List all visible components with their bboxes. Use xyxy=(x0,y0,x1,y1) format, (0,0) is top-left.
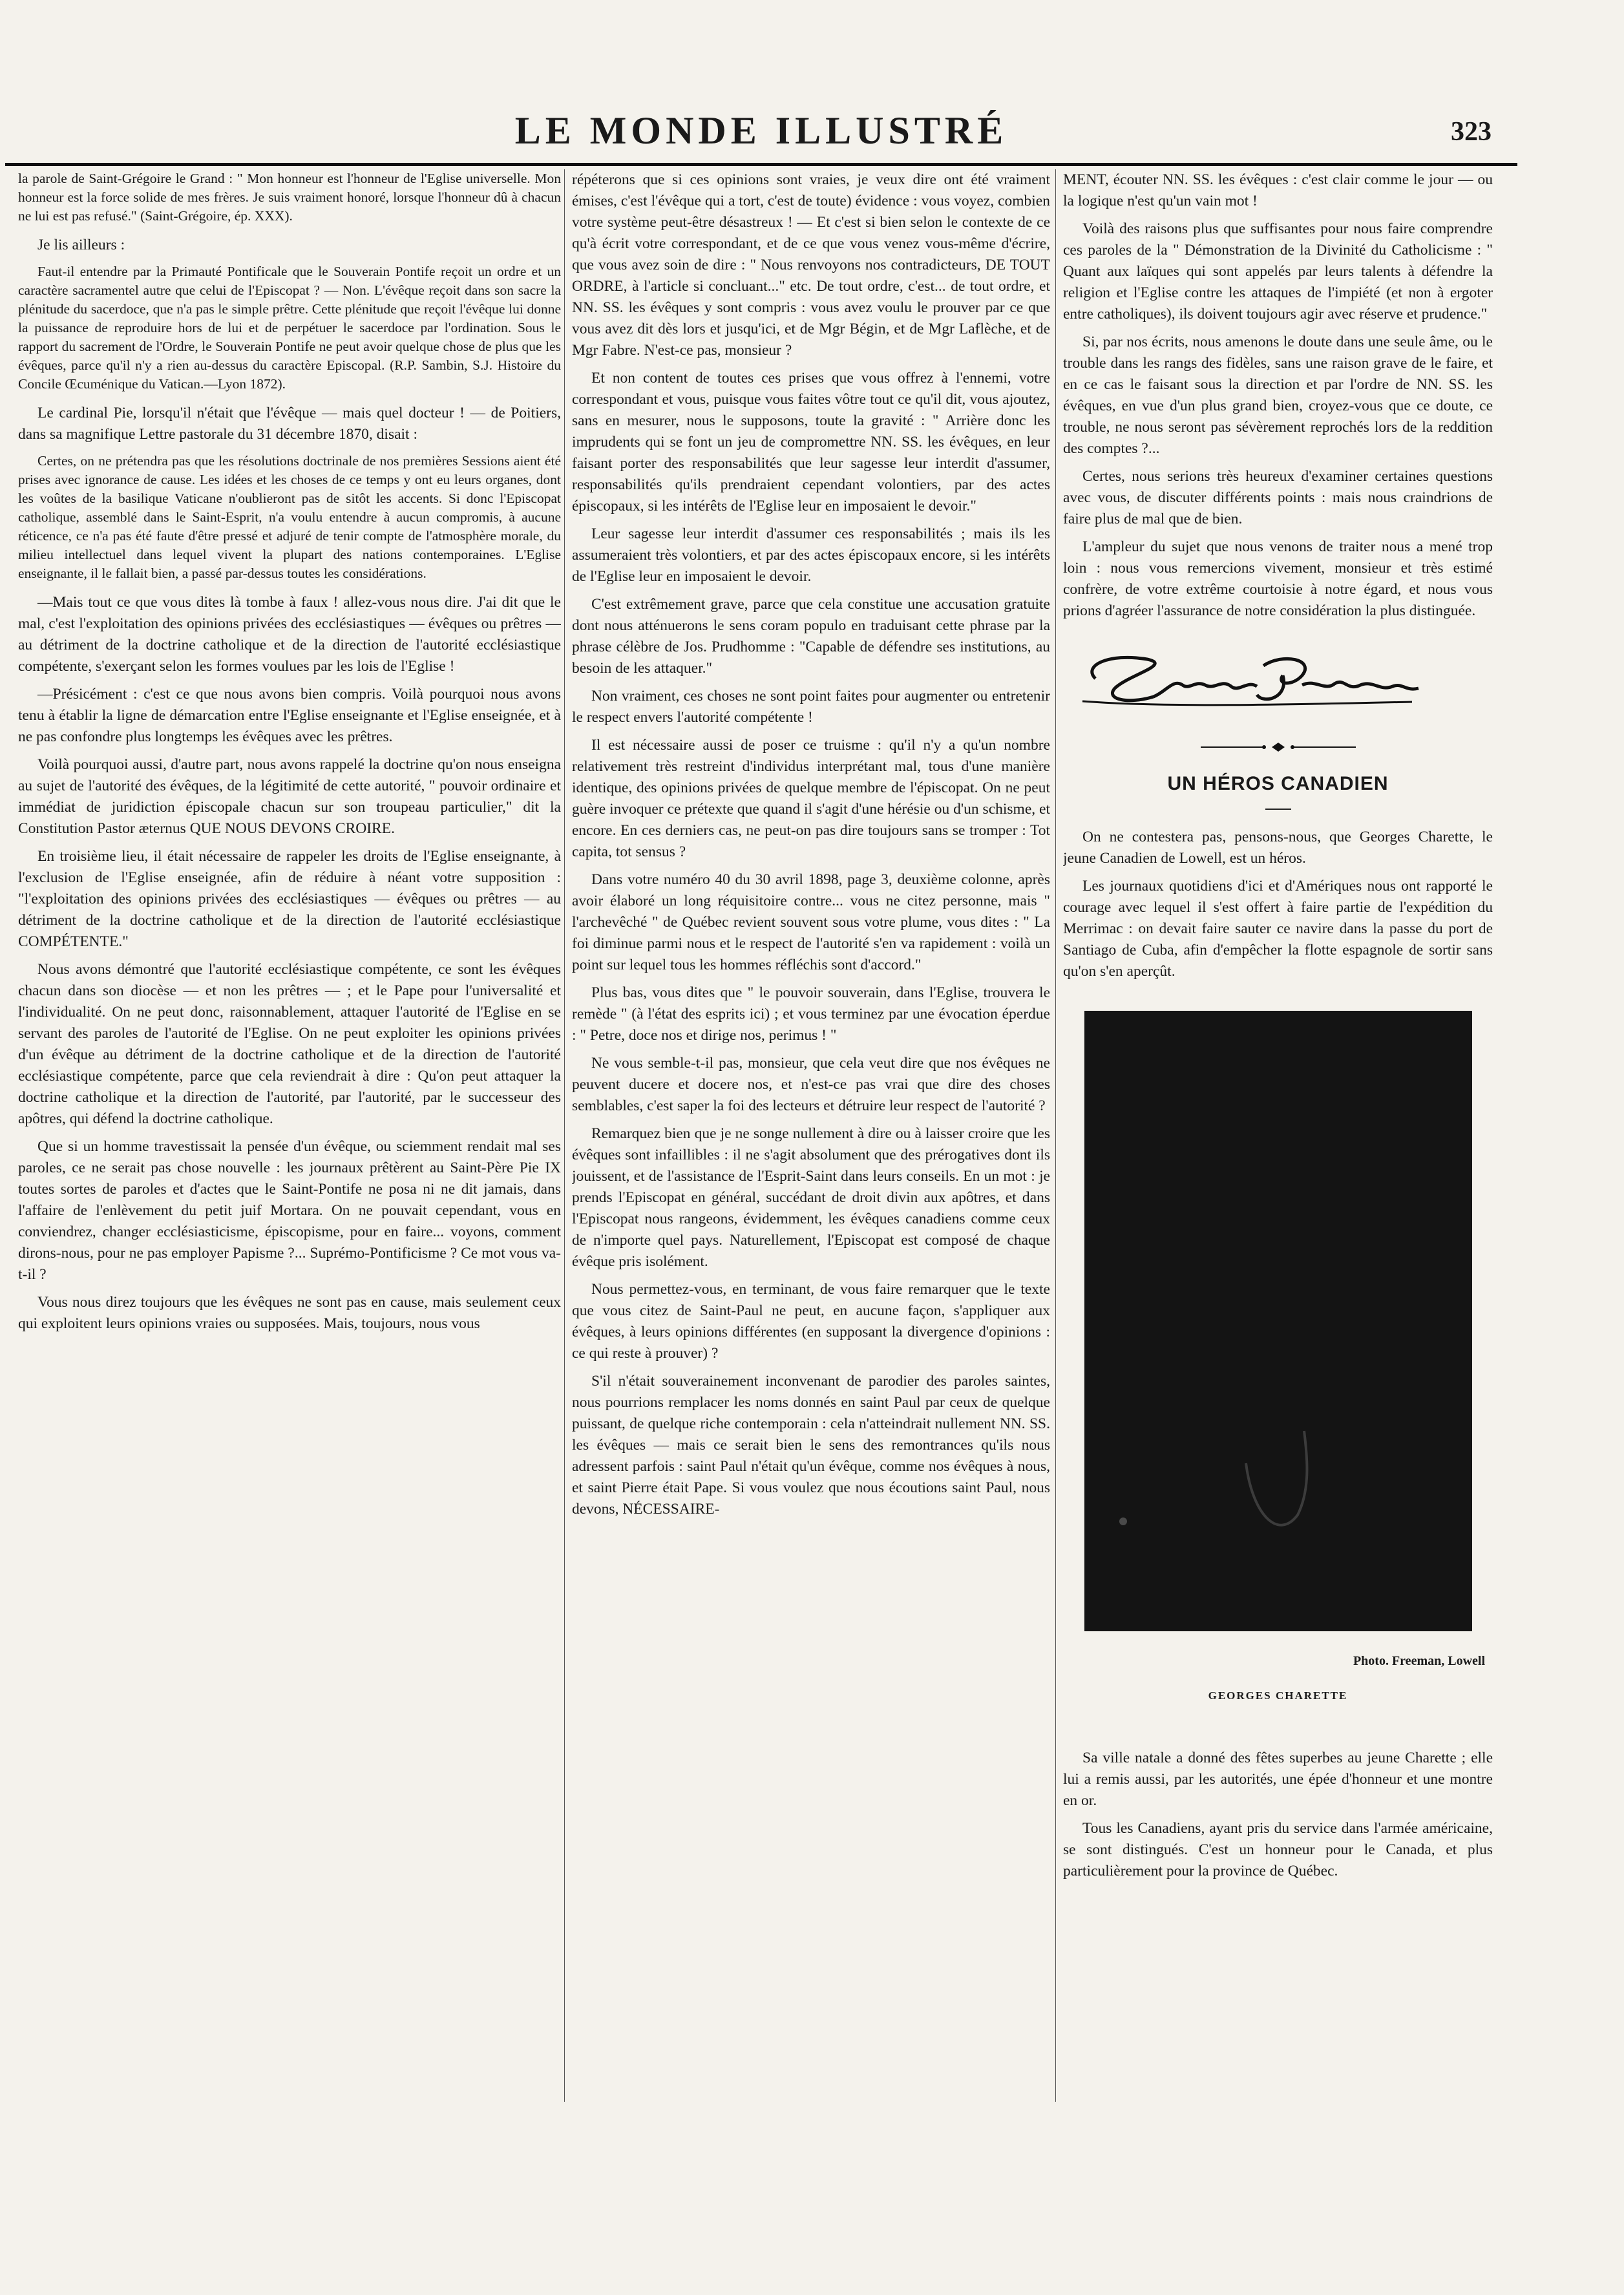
section-ornament xyxy=(1194,741,1362,754)
paragraph: Plus bas, vous dites que " le pouvoir souverain, dans l'Eglise, trouvera le remède " (à l'état des esprits ici) ; et vous terminez par une évocation éperdue : " Petre, doce nos et dirige nos, perimus ! " xyxy=(572,984,1050,1044)
paragraph: Je lis ailleurs : xyxy=(37,237,125,253)
paragraph: Nous permettez-vous, en terminant, de vous faire remarquer que le texte que vous citez de Saint-Paul ne peut, en aucune façon, s'appliquer aux évêques, à leurs opinions différentes (en supposant la divergence d'opinions : ce qui reste à prouver) ? xyxy=(572,1281,1050,1362)
paragraph: S'il n'était souverainement inconvenant de parodier des paroles saintes, nous pourrions remplacer les noms donnés en saint Paul par ceux de quelque puissant, de quelque riche contemporain : cela n'atteindrait nullement NN. SS. les évêques — mais ce serait bien le sens des remontrances qu'ils nous adressent parfois : saint Paul n'était qu'un évêque, comme nos évêques à nous, et saint Pierre était Pape. Si vous voulez que nous écoutions saint Paul, nous devons, NÉCESSAIRE- xyxy=(572,1373,1050,1518)
newspaper-title: LE MONDE ILLUSTRÉ xyxy=(514,109,1008,152)
paragraph: Et non content de toutes ces prises que vous offrez à l'ennemi, votre correspondant et vous, puisque vous faites vôtre tout ce qu'il dit, vous ajoutez, sans en mesurer, nous le supposons, toute la gravité : " Arrière donc les imprudents qui se font un jeu de compromettre NN. SS. les évêques, en leur faisant porter des responsabilités que leur sagesse leur interdit d'assumer, responsabilités qu'ils prendraient cependant volontiers, par des actes épiscopaux, si les intérêts de l'Eglise leur en imposaient le devoir." xyxy=(572,370,1050,514)
paragraph: Il est nécessaire aussi de poser ce truisme : qu'il n'y a qu'un nombre relativement très restreint d'individus interprétant mal, tous d'une manière identique, des opinions privées de quelque membre de l'épiscopat. On ne peut guère invoquer ce prétexte que quand il s'agit d'une hérésie ou d'un schisme, et encore. En ces derniers cas, ne peut-on pas dire toujours sans se tromper : Tot capita, tot sensus ? xyxy=(572,737,1050,860)
photo-credit: Photo. Freeman, Lowell xyxy=(1353,1654,1485,1668)
signature-image xyxy=(1070,640,1431,717)
paragraph: MENT, écouter NN. SS. les évêques : c'est clair comme le jour — ou la logique n'est qu'un vain mot ! xyxy=(1063,171,1493,209)
article-heading: UN HÉROS CANADIEN xyxy=(1167,773,1389,794)
paragraph: Voilà pourquoi aussi, d'autre part, nous avons rappelé la doctrine qu'on nous enseigna au sujet de l'autorité des évêques, de la légitimité de cette autorité, " pouvoir ordinaire et immédiat de juridiction épiscopale chacun sur son troupeau particulier," dit la Constitution Pastor æternus QUE NOUS DEVONS CROIRE. xyxy=(18,756,561,837)
paragraph: Non vraiment, ces choses ne sont point faites pour augmenter ou entretenir le respect envers l'autorité compétente ! xyxy=(572,688,1050,726)
paragraph: répéterons que si ces opinions sont vraies, je veux dire ont été vraiment émises, c'est l'évêque qui a tort, c'est de toute) évidence : vous voyez, combien votre système peut-être désastreux ! — Et c'est si bien selon le contexte de ce qu'à écrit votre correspondant, et de ce que vous venez vous-même d'écrire, que vous avez soin de dire : " Nous renvoyons nos contradicteurs, DE TOUT ORDRE, à l'article si concluant..." etc. De tout ordre, c'est... de tout ordre, et NN. SS. les évêques y sont compris : vous avez voulu le prouver par ce que vous avez dit dès lors et jusqu'ici, et de Mgr Bégin, et de Mgr Laflèche, et de Mgr Fabre. N'est-ce pas, monsieur ? xyxy=(572,171,1050,359)
quote-paragraph: Faut-il entendre par la Primauté Pontificale que le Souverain Pontife reçoit un ordre et un caractère sacramentel autre que celui de l'Episcopat ? — Non. L'évêque reçoit dans son sacre la plénitude du sacerdoce, que n'a pas le simple prêtre. Cette plénitude que reçoit l'évêque lui donne la puissance de reproduire hors de lui et de perpétuer le sacerdoce par l'ordination. Sous le rapport du sacrement de l'Ordre, le Souverain Pontife ne peut avoir quelque chose de plus que les évêques, parce qu'il n'y a rien au-dessus du caractère Episcopal. (R.P. Sambin, S.J. Histoire du Concile Œcuménique du Vatican.—Lyon 1872). xyxy=(18,264,561,392)
header-rule xyxy=(5,163,1517,166)
paragraph: Certes, nous serions très heureux d'examiner certaines questions avec vous, de discuter différents points : mais nous craindrions de faire plus de mal que de bien. xyxy=(1063,468,1493,527)
column-2 xyxy=(572,169,1050,2108)
column-divider xyxy=(564,169,565,2102)
column-divider xyxy=(1055,169,1056,2102)
paragraph: Le cardinal Pie, lorsqu'il n'était que l'évêque — mais quel docteur ! — de Poitiers, dans sa magnifique Lettre pastorale du 31 décembre 1870, disait : xyxy=(18,405,561,443)
paragraph: Les journaux quotidiens d'ici et d'Amériques nous ont rapporté le courage avec lequel il s'est offert à faire partie de l'expédition du Merrimac : on devait faire sauter ce navire dans la passe du port de Santiago de Cuba, afin d'empêcher la flotte espagnole de sortir sans qu'on s'en aperçût. xyxy=(1063,878,1493,980)
paragraph: Sa ville natale a donné des fêtes superbes au jeune Charette ; elle lui a remis aussi, par les autorités, une épée d'honneur et une montre en or. xyxy=(1063,1750,1493,1809)
paragraph: Dans votre numéro 40 du 30 avril 1898, page 3, deuxième colonne, après avoir élaboré un long réquisitoire contre... vous ne citez personne, mais " l'archevêché " de Québec revient souvent sous votre plume, vous dites : " La foi diminue parmi nous et le respect de l'autorité s'en va rapidement : voilà un point sur lequel tous les hommes réfléchis sont d'accord." xyxy=(572,871,1050,973)
paragraph: Leur sagesse leur interdit d'assumer ces responsabilités ; mais ils les assumeraient très volontiers, et par des actes épiscopaux encore, si les intérêts de l'Eglise leur en imposaient le devoir. xyxy=(572,525,1050,585)
quote-paragraph: la parole de Saint-Grégoire le Grand : " Mon honneur est l'honneur de l'Eglise universelle. Mon honneur est la force solide de mes frères. Je suis vraiment honoré, lorsque l'honneur dû à chacun ne lui est pas refusé." (Saint-Grégoire, ép. XXX). xyxy=(18,171,561,224)
photo-caption: GEORGES CHARETTE xyxy=(1208,1689,1348,1702)
paragraph: Vous nous direz toujours que les évêques ne sont pas en cause, mais seulement ceux qui exploitent leurs opinions vraies ou supposées. Mais, toujours, nous vous xyxy=(18,1294,561,1332)
heading-rule xyxy=(1265,809,1291,810)
paragraph: Si, par nos écrits, nous amenons le doute dans une seule âme, ou le trouble dans les rangs des fidèles, sans une raison grave de le faire, et en ce cas le faisant sous la direction et par l'ordre de NN. SS. les évêques, en vue d'un plus grand bien, croyez-vous que ce doute, ce trouble, ne nous seront pas sévèrement reprochés lors de la reddition des comptes ?... xyxy=(1063,333,1493,457)
masthead xyxy=(5,90,1517,162)
photo-image xyxy=(1084,1011,1472,1631)
paragraph: C'est extrêmement grave, parce que cela constitue une accusation gratuite dont nous atténuerons le sens coram populo en traduisant cette phrase par la phrase célèbre de Jos. Prudhomme : "Capable de défendre ses institutions, au besoin de les attaquer." xyxy=(572,596,1050,677)
column-3 xyxy=(1063,169,1493,2108)
page-number: 323 xyxy=(1451,117,1492,147)
paragraph: Que si un homme travestissait la pensée d'un évêque, ou sciemment rendait mal ses paroles, ce ne serait pas chose nouvelle : les journaux prêtèrent au Saint-Père Pie IX toutes sortes de paroles et d'actes que le Saint-Pontife ne posa ni ne dit jamais, dans l'affaire de l'enlèvement du petit juif Mortara. On ne pouvait cependant, vous en conviendrez, changer ecclésiasticisme, épiscopisme, pour en faire... voyons, comment dirons-nous, pour ne pas employer Papisme ?... Suprémo-Pontificisme ? Ce mot vous va-t-il ? xyxy=(18,1138,561,1283)
paragraph: En troisième lieu, il était nécessaire de rappeler les droits de l'Eglise enseignante, à l'exclusion de l'Eglise enseignée, afin de réduire à néant votre supposition : "l'exploitation des opinions privées des ecclésiastiques — évêques ou prêtres — au détriment de la doctrine catholique et de la direction de l'autorité ecclésiastique COMPÉTENTE." xyxy=(18,848,561,950)
column-1 xyxy=(18,169,561,2108)
portrait-photo xyxy=(1084,1011,1472,1631)
paragraph: On ne contestera pas, pensons-nous, que Georges Charette, le jeune Canadien de Lowell, est un héros. xyxy=(1063,829,1493,867)
paragraph: Tous les Canadiens, ayant pris du service dans l'armée américaine, se sont distingués. C'est un honneur pour le Canada, et plus particulièrement pour la province de Québec. xyxy=(1063,1820,1493,1879)
paragraph: —Mais tout ce que vous dites là tombe à faux ! allez-vous nous dire. J'ai dit que le mal, c'est l'exploitation des opinions privées des ecclésiastiques — évêques ou prêtres — au détriment de la doctrine catholique et de la direction de l'autorité ecclésiastique compétente, s'exerçant selon les formes voulues par les lois de l'Eglise ! xyxy=(18,594,561,675)
paragraph: Voilà des raisons plus que suffisantes pour nous faire comprendre ces paroles de la " Démonstration de la Divinité du Catholicisme : " Quant aux laïques qui sont appelés par leurs talents à défendre la religion et l'Eglise contre les attaques de l'impiété (et non à ergoter entre catholiques), ils doivent toujours agir avec réserve et prudence." xyxy=(1063,220,1493,323)
paragraph: Nous avons démontré que l'autorité ecclésiastique compétente, ce sont les évêques chacun dans son diocèse — et non les prêtres — ; et le Pape pour l'universalité et l'individualité. On ne peut donc, raisonnablement, attaquer l'autorité de l'Eglise en se servant des paroles de l'autorité de l'Eglise. On ne peut exploiter les opinions privées d'un évêque au détriment de la doctrine catholique et de la direction de l'autorité ecclésiastique compétente, parce que cela reviendrait à dire : Qu'on peut attaquer la doctrine catholique et la direction de l'autorité, par l'autorité, par le successeur des apôtres, qui défend la doctrine catholique. xyxy=(18,961,561,1127)
quote-paragraph: Certes, on ne prétendra pas que les résolutions doctrinale de nos premières Sessions aient été prises avec ignorance de cause. Les idées et les choses de ce temps y ont eu leurs organes, dont les voûtes de la basilique Vaticane n'oublieront pas de sitôt les accents. Si donc l'Episcopat catholique, assemblé dans le Saint-Esprit, n'a voulu entendre à aucun compromis, à aucune réticence, ce n'a pas été faute d'être pressé et adjuré de tenir compte de l'atmosphère morale, du milieu intellectuel dans lequel vivent la plupart des nations contemporaines. L'Eglise enseignante, il le fallait bien, a passé par-dessus toutes les considérations. xyxy=(18,453,561,581)
paragraph: Remarquez bien que je ne songe nullement à dire ou à laisser croire que les évêques sont infaillibles : il ne s'agit absolument que des prérogatives dont ils jouissent, et de l'assistance de l'Esprit-Saint dans leurs conseils. En un mot : je prends l'Episcopat en général, succédant de droit divin aux apôtres, et dans l'Episcopat nous rangeons, évidemment, les évêques canadiens comme ceux de n'importe quel pays. Naturellement, l'Episcopat est composé de chaque évêque pris isolément. xyxy=(572,1125,1050,1270)
paragraph: Ne vous semble-t-il pas, monsieur, que cela veut dire que nos évêques ne peuvent ducere et docere nos, et n'est-ce pas vrai que dire des choses semblables, c'est saper la foi des lecteurs et détruire leur respect de l'autorité ? xyxy=(572,1055,1050,1114)
paragraph: —Présicément : c'est ce que nous avons bien compris. Voilà pourquoi nous avons tenu à établir la ligne de démarcation entre l'Eglise enseignante et l'Eglise enseignée, et à ne pas confondre plus longtemps les évêques avec les prêtres. xyxy=(18,686,561,745)
paragraph: L'ampleur du sujet que nous venons de traiter nous a mené trop loin : nous vous remercions vivement, monsieur et très estimé confrère, de votre extrême courtoisie à notre égard, et nous vous prions d'agréer l'assurance de notre considération la plus distinguée. xyxy=(1063,538,1493,619)
